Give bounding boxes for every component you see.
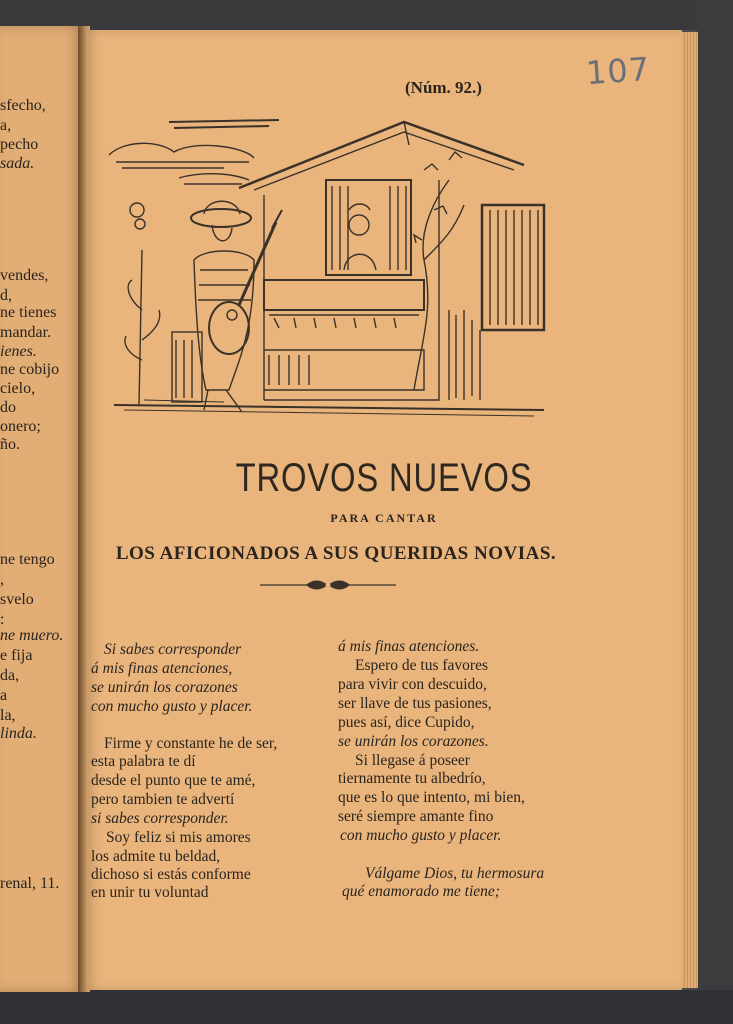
subtitle-line-2: LOS AFICIONADOS A SUS QUERIDAS NOVIAS.	[115, 543, 557, 564]
left-page-line: cielo,	[0, 380, 36, 397]
subtitle: PARA CANTAR	[330, 511, 438, 525]
left-page-line: ne tienes	[0, 304, 57, 321]
verse-line: esta palabra te dí	[91, 753, 196, 770]
left-page-line: onero;	[0, 418, 41, 435]
left-page-line: :	[0, 611, 5, 628]
left-page-line: sada.	[0, 155, 35, 172]
left-page-line: pecho	[0, 136, 39, 153]
verse-line: Si llegase á poseer	[355, 752, 470, 769]
left-page-line: la,	[0, 707, 16, 724]
left-page-line: sfecho,	[0, 97, 46, 114]
left-page-line: e fija	[0, 647, 33, 664]
verse-line: desde el punto que te amé,	[91, 772, 256, 789]
verse-line: á mis finas atenciones,	[91, 660, 233, 677]
page-title: TROVOS NUEVOS	[235, 456, 533, 500]
verse-line: Espero de tus favores	[355, 657, 488, 674]
verse-line: los admite tu beldad,	[91, 848, 221, 865]
verse-line: qué enamorado me tiene;	[342, 883, 500, 900]
handwritten-page-number: 107	[584, 49, 652, 93]
left-page-line: linda.	[0, 725, 37, 742]
left-page-line: vendes,	[0, 267, 49, 284]
verse-line: Válgame Dios, tu hermosura	[365, 865, 545, 882]
left-page-line: renal, 11.	[0, 875, 60, 892]
left-page-line: mandar.	[0, 324, 52, 341]
ornament-divider	[258, 578, 398, 592]
left-page-line: a,	[0, 117, 12, 134]
left-page-line: svelo	[0, 591, 34, 608]
left-page-line: d,	[0, 287, 12, 304]
verse-line: con mucho gusto y placer.	[91, 698, 253, 715]
page-edge-stack	[682, 32, 698, 988]
verse-line: seré siempre amante fino	[338, 808, 494, 825]
left-page-line: ne muero.	[0, 627, 64, 644]
left-page-line: ño.	[0, 436, 20, 453]
left-page-line: do	[0, 399, 16, 416]
left-page-line: da,	[0, 667, 20, 684]
verse-line: para vivir con descuido,	[338, 676, 487, 693]
verse-line: si sabes corresponder.	[91, 810, 229, 827]
left-page-line: ienes.	[0, 343, 37, 360]
scan-background-top	[0, 0, 733, 30]
verse-line: Si sabes corresponder	[104, 641, 242, 658]
scan-background-bottom	[0, 990, 733, 1024]
verse-line: Firme y constante he de ser,	[104, 735, 278, 752]
verse-line: con mucho gusto y placer.	[340, 827, 502, 844]
left-page-line: ne tengo	[0, 551, 55, 568]
verse-line: dichoso si estás conforme	[91, 866, 251, 883]
woodcut-illustration	[104, 110, 554, 440]
verse-line: se unirán los corazones.	[338, 733, 489, 750]
verse-line: en unir tu voluntad	[91, 884, 209, 901]
left-page-line: ,	[0, 571, 4, 588]
left-page-line: ne cobijo	[0, 361, 60, 378]
scan-background-right	[697, 0, 733, 1024]
verse-line: pero tambien te advertí	[91, 791, 235, 808]
previous-page-fragment	[0, 26, 84, 992]
issue-number: (Núm. 92.)	[405, 78, 482, 97]
verse-line: pues así, dice Cupido,	[338, 714, 475, 731]
verse-line: se unirán los corazones	[91, 679, 238, 696]
verse-line: á mis finas atenciones.	[338, 638, 480, 655]
left-page-line: a	[0, 687, 8, 704]
verse-line: ser llave de tus pasiones,	[338, 695, 492, 712]
verse-line: tiernamente tu albedrío,	[338, 770, 486, 787]
verse-line: Soy feliz si mis amores	[106, 829, 251, 846]
verse-line: que es lo que intento, mi bien,	[338, 789, 525, 806]
